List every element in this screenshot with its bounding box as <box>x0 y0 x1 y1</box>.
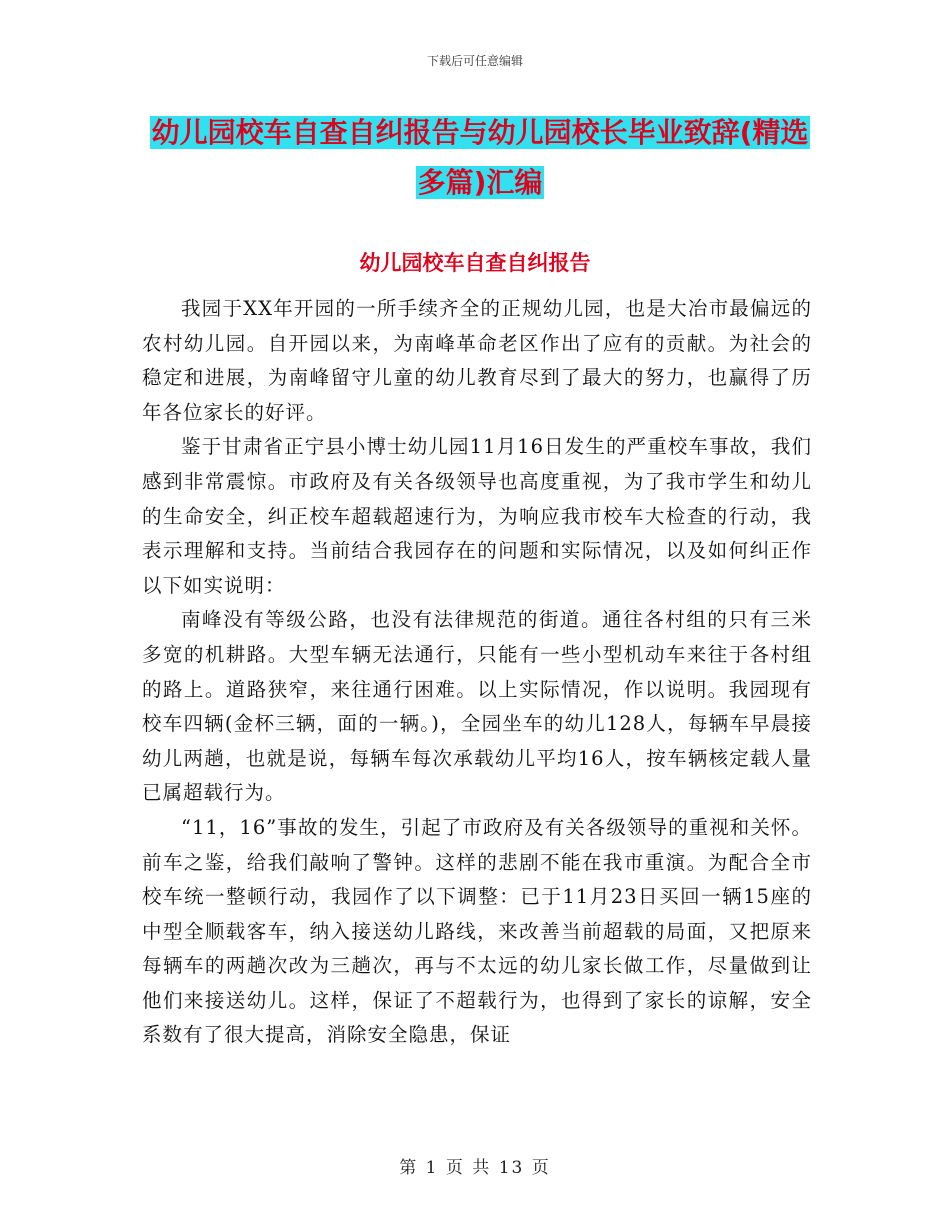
document-title-line-1: 幼儿园校车自查自纠报告与幼儿园校长毕业致辞(精选 <box>151 116 809 149</box>
paragraph: “11，16”事故的发生，引起了市政府及有关各级领导的重视和关怀。前车之鉴，给我们敲响了警钟。这样的悲剧不能在我市重演。为配合全市校车统一整顿行动，我园作了以下调整：已于11月23日买回一辆15座的中型全顺载客车，纳入接送幼儿路线，来改善当前超载的局面，又把原来每辆车的两趟次改为三趟次，再与不太远的幼儿家长做工作，尽量做到让他们来接送幼儿。这样，保证了不超载行为，也得到了家长的谅解，安全系数有了很大提高，消除安全隐患，保证 <box>142 815 812 1047</box>
page-footer: 第 1 页 共 13 页 <box>399 1158 551 1178</box>
paragraph: 我园于XX年开园的一所手续齐全的正规幼儿园，也是大冶市最偏远的农村幼儿园。自开园以来，为南峰革命老区作出了应有的贡献。为社会的稳定和进展，为南峰留守儿童的幼儿教育尽到了最大的努力，也赢得了历年各位家长的好评。 <box>142 297 812 424</box>
paragraph: 南峰没有等级公路，也没有法律规范的街道。通往各村组的只有三米多宽的机耕路。大型车辆无法通行，只能有一些小型机动车来往于各村组的路上。道路狭窄，来往通行困难。以上实际情况，作以说明。我园现有校车四辆(金杯三辆，面的一辆。)，全园坐车的幼儿128人，每辆车早晨接幼儿两趟，也就是说，每辆车每次承载幼儿平均16人，按车辆核定载人量已属超载行为。 <box>142 608 812 805</box>
document-title-line-2: 多篇)汇编 <box>417 166 543 199</box>
body-text <box>142 292 812 1053</box>
paragraph: 鉴于甘肃省正宁县小博士幼儿园11月16日发生的严重校车事故，我们感到非常震惊。市政府及有关各级领导也高度重视，为了我市学生和幼儿的生命安全，纠正校车超载超速行为，为响应我市校车大检查的行动，我表示理解和支持。当前结合我园存在的问题和实际情况，以及如何纠正作以下如实说明： <box>142 435 812 597</box>
section-title: 幼儿园校车自查自纠报告 <box>359 251 591 275</box>
document-title <box>140 108 820 208</box>
header-note: 下载后可任意编辑 <box>426 54 523 68</box>
